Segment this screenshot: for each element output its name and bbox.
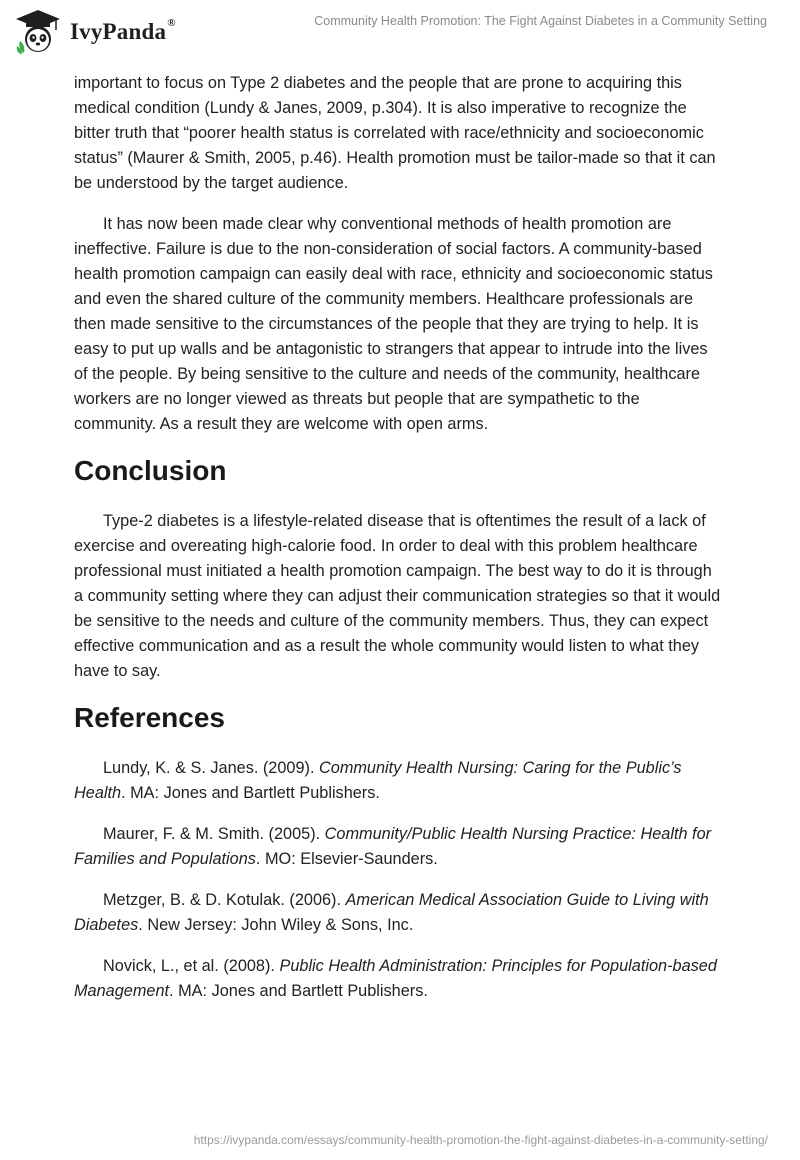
paragraph-continued: important to focus on Type 2 diabetes and the people that are prone to acquiring this medical condition (Lundy & Janes, 2009, p.304). It is also imperative to recognize the bitter truth that “poorer health status is correlated with race/ethnicity and socioeconomic status” (Maurer & Smith, 2005, p.46). Health promotion must be tailor-made so that it can be understood by the target audience. [74, 74, 716, 192]
references-heading: References [74, 702, 225, 733]
reference-item: Metzger, B. & D. Kotulak. (2006). American Medical Association Guide to Living with Diabetes. New Jersey: John Wiley & Sons, Inc. [74, 891, 709, 934]
brand-name: IvyPanda® [70, 17, 176, 44]
paragraph-health-promotion: It has now been made clear why conventional methods of health promotion are ineffective. Failure is due to the non-consideration of social factors. A community-based health promotion campaign can easily deal with race, ethnicity and socioeconomic status and even the shared culture of the community members. Healthcare professionals are then made sensitive to the circumstances of the people that they are trying to help. It is easy to put up walls and be antagonistic to strangers that appear to intrude into the lives of the people. By being sensitive to the culture and needs of the community, healthcare workers are no longer viewed as threats but people that are sympathetic to the community. As a result they are welcome with open arms. [74, 215, 713, 433]
conclusion-heading: Conclusion [74, 455, 227, 486]
reference-item: Lundy, K. & S. Janes. (2009). Community Health Nursing: Caring for the Public’s Health. MA: Jones and Bartlett Publishers. [74, 759, 682, 802]
reference-item: Novick, L., et al. (2008). Public Health Administration: Principles for Population-based Management. MA: Jones and Bartlett Publishers. [74, 957, 717, 1000]
footer-source-url[interactable]: https://ivypanda.com/essays/community-health-promotion-the-fight-against-diabetes-in-a-community-setting/ [193, 1133, 768, 1147]
ivypanda-logo[interactable] [14, 8, 176, 56]
page-header [0, 0, 800, 70]
registered-mark: ® [167, 17, 176, 29]
reference-item: Maurer, F. & M. Smith. (2005). Community/Public Health Nursing Practice: Health for Families and Populations. MO: Elsevier-Saunders. [74, 825, 712, 868]
panda-graduate-icon [14, 8, 62, 56]
conclusion-paragraph: Type-2 diabetes is a lifestyle-related disease that is oftentimes the result of a lack of exercise and overeating high-calorie food. In order to deal with this problem healthcare professional must initiated a health promotion campaign. The best way to do it is through a community setting where they can adjust their communication strategies so that it would be sensitive to the needs and culture of the community members. Thus, they can expect effective communication and as a result the whole community would listen to what they have to say. [74, 512, 721, 680]
essay-content [74, 71, 724, 1020]
document-title: Community Health Promotion: The Fight Against Diabetes in a Community Setting [314, 14, 767, 28]
